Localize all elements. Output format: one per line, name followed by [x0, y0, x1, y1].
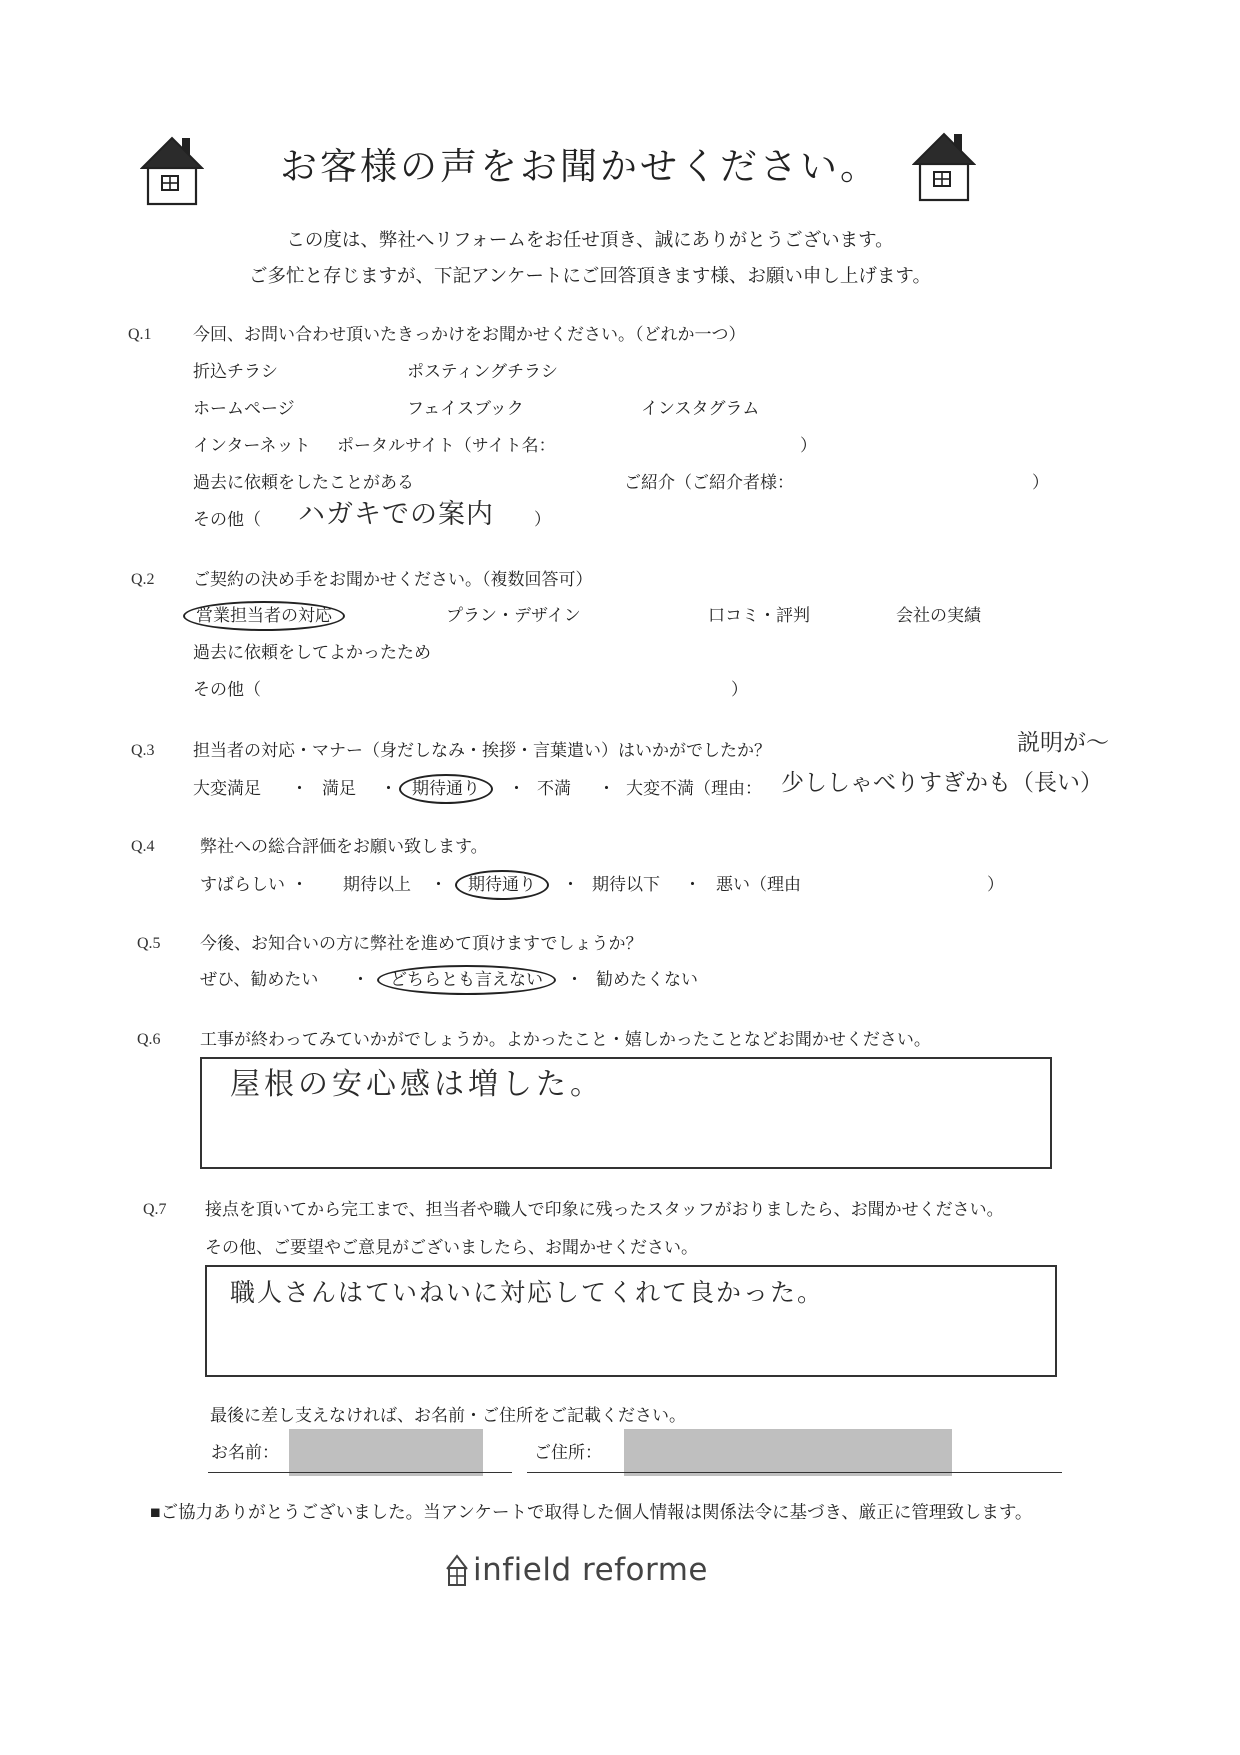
- separator: ・: [380, 779, 397, 798]
- option: インターネット: [193, 436, 311, 455]
- logo-text: infield reforme: [473, 1552, 708, 1588]
- question-text: 今後、お知合いの方に弊社を進めて頂けますでしょうか？: [200, 934, 643, 953]
- question-number: Q.3: [131, 742, 155, 759]
- rating-option: 期待以下: [592, 875, 660, 894]
- separator: ・: [430, 875, 447, 894]
- option: ご紹介（ご紹介者様：: [624, 473, 794, 492]
- rating-option: すばらしい: [200, 875, 285, 894]
- rating-option: 大変満足: [193, 779, 261, 798]
- question-number: Q.2: [131, 571, 155, 588]
- question-text: 工事が終わってみていかがでしょうか。よかったこと・嬉しかったことなどお聞かせください。: [200, 1030, 931, 1049]
- option: 勧めたくない: [596, 970, 698, 989]
- privacy-note: ■ご協力ありがとうございました。当アンケートで取得した個人情報は関係法令に基づき、厳正に管理致します。: [150, 1502, 1033, 1522]
- house-icon: [140, 132, 204, 208]
- option-close: ）: [800, 436, 817, 455]
- rating-option: 大変不満（理由：: [626, 779, 762, 798]
- option: ポータルサイト（サイト名：: [337, 436, 556, 455]
- option: 過去に依頼をしてよかったため: [193, 643, 431, 662]
- option: 営業担当者の対応: [183, 601, 345, 631]
- separator: ・: [598, 779, 615, 798]
- rating-option: 悪い（理由: [716, 875, 801, 894]
- option: その他（: [193, 510, 261, 529]
- handwritten-answer: ハガキでの案内: [298, 499, 494, 530]
- separator: ・: [352, 970, 369, 989]
- separator: ・: [566, 970, 583, 989]
- option: インスタグラム: [641, 399, 760, 418]
- redacted-name: [289, 1429, 483, 1476]
- rating-option: 不満: [537, 779, 571, 798]
- question-number: Q.5: [137, 935, 161, 952]
- address-underline: [527, 1472, 1062, 1473]
- handwritten-note: 説明が〜: [1017, 730, 1109, 756]
- separator: ・: [291, 779, 308, 798]
- question-text: 担当者の対応・マナー（身だしなみ・挨拶・言葉遣い）はいかがでしたか？: [193, 741, 771, 760]
- question-text: 弊社への総合評価をお願い致します。: [200, 837, 488, 856]
- question-text: 接点を頂いてから完工まで、担当者や職人で印象に残ったスタッフがおりましたら、お聞かせください。: [205, 1200, 1004, 1219]
- option: ぜひ、勧めたい: [200, 970, 319, 989]
- name-underline: [208, 1472, 512, 1473]
- option: ホームページ: [193, 399, 295, 418]
- option: フェイスブック: [407, 399, 524, 418]
- option-close: ）: [987, 875, 1004, 894]
- option: 過去に依頼をしたことがある: [193, 473, 414, 492]
- question-number: Q.6: [137, 1031, 161, 1048]
- question-text: 今回、お問い合わせ頂いたきっかけをお聞かせください。（どれか一つ）: [193, 325, 746, 344]
- question-number: Q.1: [128, 326, 152, 343]
- rating-option: 期待通り: [399, 774, 493, 804]
- option-close: ）: [1032, 473, 1049, 492]
- option: 折込チラシ: [193, 362, 278, 381]
- question-number: Q.7: [143, 1201, 167, 1218]
- handwritten-answer: 職人さんはていねいに対応してくれて良かった。: [230, 1278, 825, 1307]
- handwritten-answer: 屋根の安心感は増した。: [230, 1067, 604, 1102]
- question-text: ご契約の決め手をお聞かせください。（複数回答可）: [193, 570, 593, 589]
- separator: ・: [562, 875, 579, 894]
- separator: ・: [291, 875, 308, 894]
- question-number: Q.4: [131, 838, 155, 855]
- option: 会社の実績: [896, 606, 981, 625]
- separator: ・: [684, 875, 701, 894]
- house-icon: [912, 128, 976, 204]
- option: プラン・デザイン: [446, 606, 581, 625]
- option: 口コミ・評判: [708, 606, 810, 625]
- company-logo: [445, 1548, 708, 1592]
- contact-prompt: 最後に差し支えなければ、お名前・ご住所をご記載ください。: [210, 1406, 686, 1425]
- address-label: ご住所：: [534, 1443, 602, 1462]
- intro-line: ご多忙と存じますが、下記アンケートにご回答頂きます様、お願い申し上げます。: [249, 265, 931, 286]
- rating-option: 期待以上: [343, 875, 411, 894]
- page-title: お客様の声をお聞かせください。: [280, 146, 880, 187]
- question-text: その他、ご要望やご意見がございましたら、お聞かせください。: [205, 1238, 698, 1257]
- handwritten-answer: 少ししゃべりすぎかも（長い）: [781, 770, 1103, 796]
- option: ポスティングチラシ: [407, 362, 558, 381]
- name-label: お名前：: [211, 1443, 279, 1462]
- redacted-address: [624, 1429, 952, 1476]
- rating-option: 満足: [322, 779, 356, 798]
- option: その他（: [193, 680, 261, 699]
- intro-line: この度は、弊社へリフォームをお任せ頂き、誠にありがとうございます。: [286, 229, 894, 250]
- rating-option: 期待通り: [455, 870, 549, 900]
- option-close: ）: [731, 680, 748, 699]
- separator: ・: [508, 779, 525, 798]
- option: どちらとも言えない: [377, 965, 556, 995]
- logo-house-icon: [445, 1553, 469, 1587]
- option-close: ）: [534, 510, 551, 529]
